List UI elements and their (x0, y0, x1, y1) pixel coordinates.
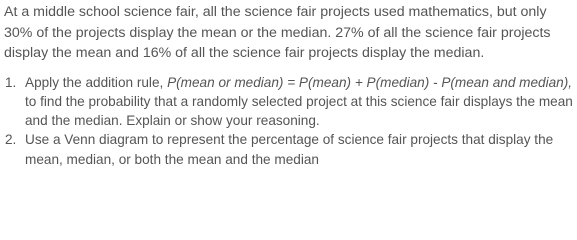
task-item-2 (4, 130, 577, 168)
task-item-1 (4, 73, 577, 131)
task-text: Use a Venn diagram to represent the percentage of science fair projects that display the mean, median, or both the mean and the median (25, 132, 554, 167)
task-text-tail: to find the probability that a randomly selected project at this science fair displays the mean and the median. Explain or show your reasoning. (25, 93, 573, 129)
problem-container (4, 0, 577, 169)
addition-rule-formula: P(mean or median) = P(mean) + P(median) - P(mean and median), (167, 74, 573, 90)
problem-intro: At a middle school science fair, all the science fair projects used mathematics, but only 30% of the projects display the mean or the median. 27% of all the science fair projects display the mean and 16% of all the science fair projects display the median. (4, 4, 551, 62)
task-text-lead: Apply the addition rule, (25, 74, 168, 90)
task-text (21, 73, 577, 131)
task-number: 2. (5, 132, 17, 148)
task-list (4, 73, 577, 169)
task-number: 1. (5, 74, 17, 90)
